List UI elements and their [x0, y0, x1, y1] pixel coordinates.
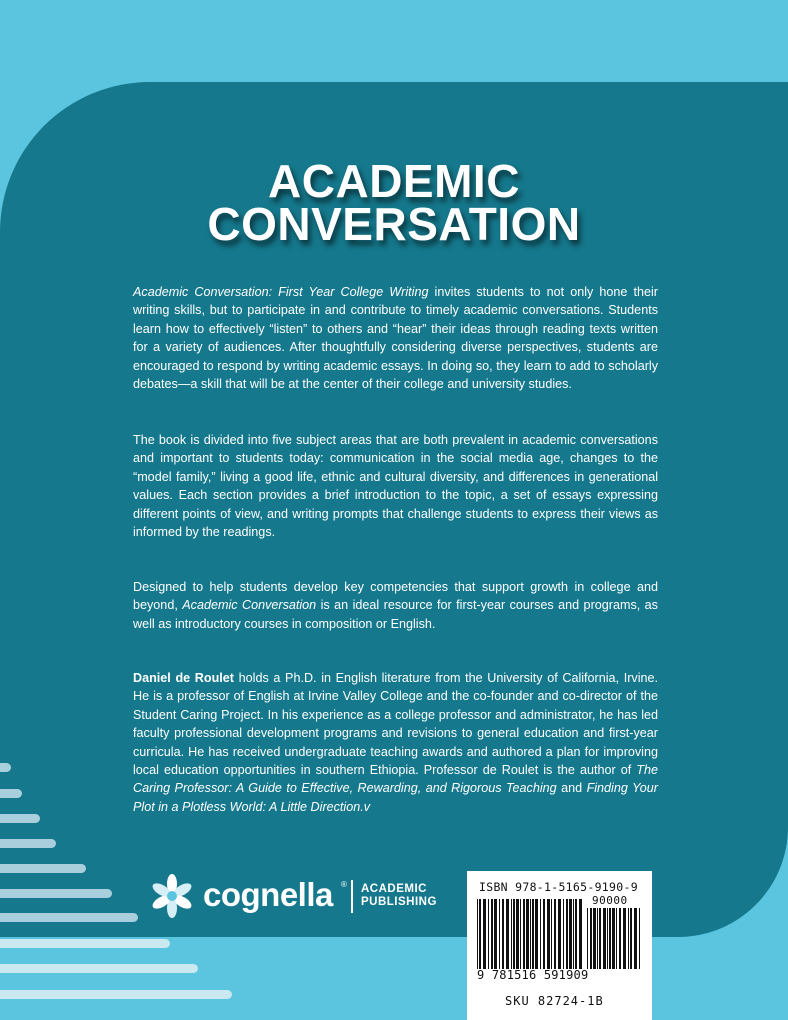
- author-book-2: Finding Your Plot in a Plotless World: A Little Direction.v: [133, 781, 658, 814]
- barcode-bar: [619, 908, 621, 969]
- barcode-bar: [520, 899, 521, 969]
- barcode-bar: [491, 899, 493, 969]
- author-bio-text: holds a Ph.D. in English literature from the University of California, Irvine. He is a professor of English at Irvine Valley College and the co-founder and co-director of the Student Caring Project. In his experience as a college professor and administrator, he has led faculty professional development programs and revisions to general education and first-year curricula. He has received undergraduate teaching awards and authored a plan for improving local education opportunities in southern Ethiopia. Professor de Roulet is the author of: [133, 671, 659, 778]
- isbn-barcode: [477, 899, 582, 969]
- decorative-stripe: [0, 839, 56, 848]
- barcode-bar: [532, 899, 534, 969]
- barcode-bar: [616, 908, 617, 969]
- barcode-bar: [607, 908, 608, 969]
- decorative-stripe: [0, 864, 86, 873]
- decorative-stripe: [0, 789, 22, 798]
- registered-mark: ®: [341, 880, 347, 889]
- description-paragraph-2: [133, 431, 658, 541]
- paragraph-3-after: is an ideal resource for first-year courses and programs, as well as introductory courses in composition or English.: [133, 598, 658, 631]
- barcode-bar: [502, 899, 504, 969]
- barcode-bar: [547, 899, 550, 969]
- barcode-bar: [563, 899, 564, 969]
- publisher-sub-2: PUBLISHING: [361, 896, 437, 908]
- barcode-bar: [499, 899, 500, 969]
- barcode-bar: [488, 899, 489, 969]
- author-bio: [133, 669, 658, 816]
- barcode-bar: [599, 908, 601, 969]
- publisher-logo: [148, 872, 448, 922]
- barcode-bar: [526, 899, 529, 969]
- sku-text: SKU 82724-1B: [505, 994, 604, 1008]
- publisher-subtitle: [361, 883, 437, 909]
- author-book-1: The Caring Professor: A Guide to Effective, Rewarding, and Rigorous Teaching: [133, 763, 658, 796]
- decorative-stripe: [0, 763, 11, 772]
- book-title-italic: Academic Conversation: First Year College Writing: [133, 285, 429, 299]
- addon-barcode: [587, 908, 642, 969]
- description-paragraph-1: [133, 283, 658, 393]
- author-name: Daniel de Roulet: [133, 671, 234, 685]
- barcode-bar: [513, 899, 515, 969]
- barcode-bar: [628, 908, 629, 969]
- barcode-bar: [573, 899, 574, 969]
- barcode-bar: [540, 899, 541, 969]
- publisher-name: cognella: [203, 876, 333, 913]
- paragraph-2-text: The book is divided into five subject areas that are both prevalent in academic conversations and important to students today: communication in the social media age, changes to the “model family,” living a good life, ethnic and cultural diversity, and differences in generational values. Each section provides a brief introduction to the topic, a set of essays expressing different points of view, and writing prompts that challenge students to express their views as informed by the readings.: [133, 433, 658, 540]
- barcode-bar: [530, 899, 531, 969]
- logo-divider: [351, 880, 353, 913]
- barcode-bar: [479, 899, 481, 969]
- isbn-text: ISBN 978-1-5165-9190-9: [479, 880, 638, 894]
- author-bio-and: and: [556, 781, 587, 796]
- decorative-stripe: [0, 964, 198, 973]
- paragraph-1-text: invites students to not only hone their writing skills, but to participate in and contribute to timely academic conversations. Students learn how to effectively “listen” to others and “hear” their ideas through reading texts written for a variety of audiences. After thoughtfully considering diverse perspectives, students are encouraged to respond by writing academic essays. In doing so, they learn to add to scholarly debates—a skill that will be at the center of their college and university studies.: [133, 285, 658, 392]
- decorative-stripe: [0, 990, 232, 999]
- barcode-bar: [494, 899, 497, 969]
- barcode-bar: [597, 908, 598, 969]
- barcode-number: 9 781516 591909: [477, 968, 589, 982]
- paragraph-3-italic: Academic Conversation: [182, 598, 317, 613]
- description-paragraph-3: [133, 578, 658, 633]
- publisher-sub-1: ACADEMIC: [361, 883, 427, 895]
- barcode-bar: [603, 908, 606, 969]
- barcode-bar: [587, 908, 588, 969]
- barcode-bar: [630, 908, 632, 969]
- paragraph-3-before: Designed to help students develop key competencies that support growth in college and beyond,: [133, 580, 658, 613]
- barcode-bar: [543, 899, 545, 969]
- barcode-bar: [535, 899, 538, 969]
- barcode-bar: [523, 899, 525, 969]
- barcode-bar: [511, 899, 512, 969]
- barcode-bar: [593, 908, 596, 969]
- barcode-bar: [623, 908, 626, 969]
- barcode-bar: [558, 899, 561, 969]
- barcode-bar: [579, 899, 582, 969]
- barcode-addon-number: 90000: [592, 894, 628, 907]
- decorative-stripe: [0, 913, 138, 922]
- barcode-bar: [554, 899, 556, 969]
- barcode-bar: [569, 899, 572, 969]
- barcode-bar: [612, 908, 615, 969]
- cognella-flower-icon: [148, 872, 196, 920]
- barcode-block: [467, 871, 652, 1020]
- decorative-stripe: [0, 889, 112, 898]
- barcode-bar: [483, 899, 486, 969]
- decorative-stripe: [0, 939, 170, 948]
- barcode-bar: [639, 908, 640, 969]
- barcode-bar: [575, 899, 577, 969]
- barcode-bar: [477, 899, 478, 969]
- barcode-bar: [566, 899, 568, 969]
- barcode-bar: [506, 899, 509, 969]
- barcode-bar: [551, 899, 552, 969]
- title-line-2: CONVERSATION: [207, 198, 581, 250]
- barcode-bar: [634, 908, 637, 969]
- title-line-1: ACADEMIC: [268, 155, 520, 207]
- barcode-bar: [590, 908, 592, 969]
- decorative-stripe: [0, 814, 40, 823]
- barcode-bar: [609, 908, 611, 969]
- book-title: [0, 155, 788, 250]
- barcode-bar: [516, 899, 519, 969]
